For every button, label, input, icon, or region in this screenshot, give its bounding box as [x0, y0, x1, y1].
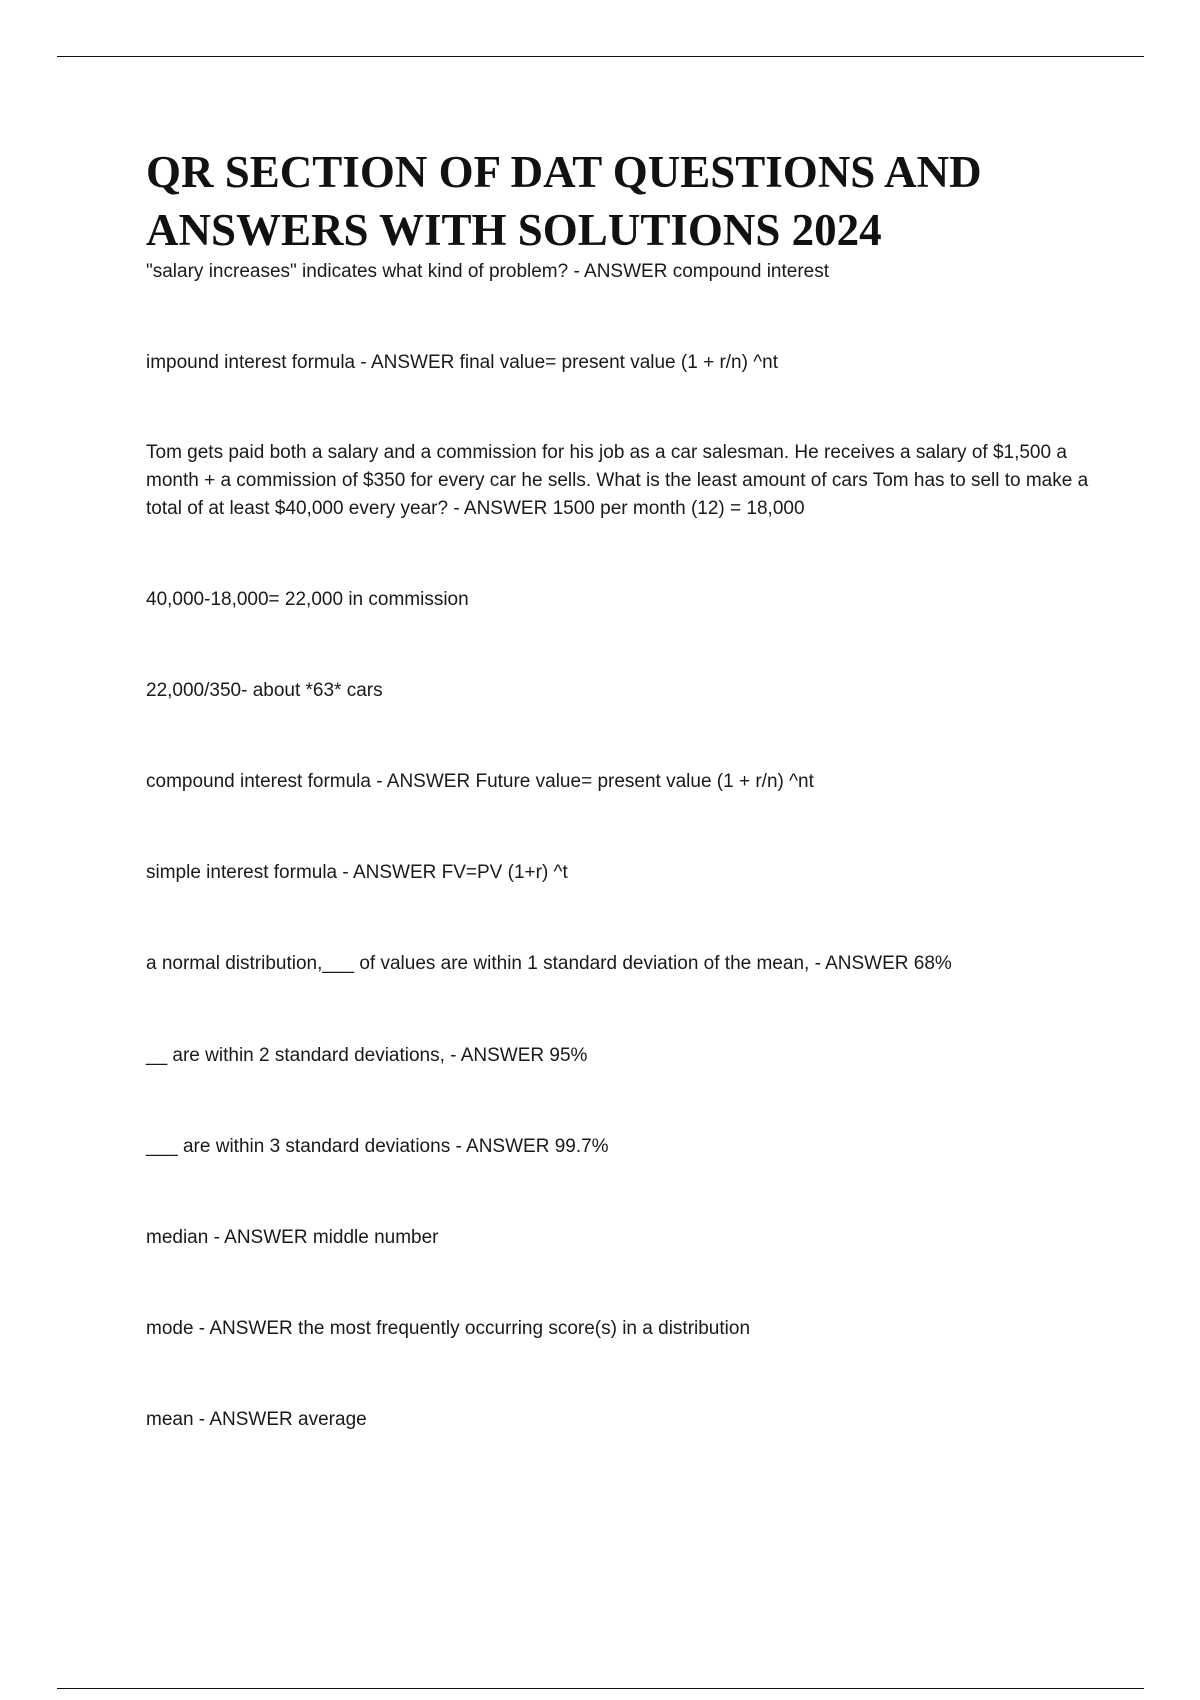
qa-entry-two-std-dev: __ are within 2 standard deviations, - ANSWER 95%	[146, 1045, 588, 1066]
qa-entry-mean: mean - ANSWER average	[146, 1409, 367, 1430]
qa-entry-tom-salary: Tom gets paid both a salary and a commission for his job as a car salesman. He receives a salary of $1,500 a month + a commission of $350 for every car he sells. What is the least amount of cars Tom has to sell to make a total of at least $40,000 every year? - ANSWER 1500 per month (12) = 18,000	[146, 442, 1089, 519]
qa-entry-three-std-dev: ___ are within 3 standard deviations - ANSWER 99.7%	[146, 1136, 609, 1157]
bottom-rule	[57, 1688, 1144, 1689]
qa-entry-impound-interest: impound interest formula - ANSWER final value= present value (1 + r/n) ^nt	[146, 352, 778, 373]
qa-entry-salary-increases: "salary increases" indicates what kind of problem? - ANSWER compound interest	[146, 261, 830, 282]
qa-entry-mode: mode - ANSWER the most frequently occurring score(s) in a distribution	[146, 1318, 751, 1339]
qa-entry-cars: 22,000/350- about *63* cars	[146, 680, 383, 701]
qa-entry-median: median - ANSWER middle number	[146, 1227, 439, 1248]
qa-entry-one-std-dev: a normal distribution,___ of values are within 1 standard deviation of the mean, - ANSWER 68%	[146, 953, 952, 974]
qa-entry-simple-interest: simple interest formula - ANSWER FV=PV (1+r) ^t	[146, 862, 568, 883]
document-title: QR SECTION OF DAT QUESTIONS AND ANSWERS WITH SOLUTIONS 2024	[146, 147, 982, 255]
qa-entry-compound-interest: compound interest formula - ANSWER Future value= present value (1 + r/n) ^nt	[146, 771, 814, 792]
qa-entry-commission: 40,000-18,000= 22,000 in commission	[146, 589, 469, 610]
top-rule	[57, 56, 1144, 57]
